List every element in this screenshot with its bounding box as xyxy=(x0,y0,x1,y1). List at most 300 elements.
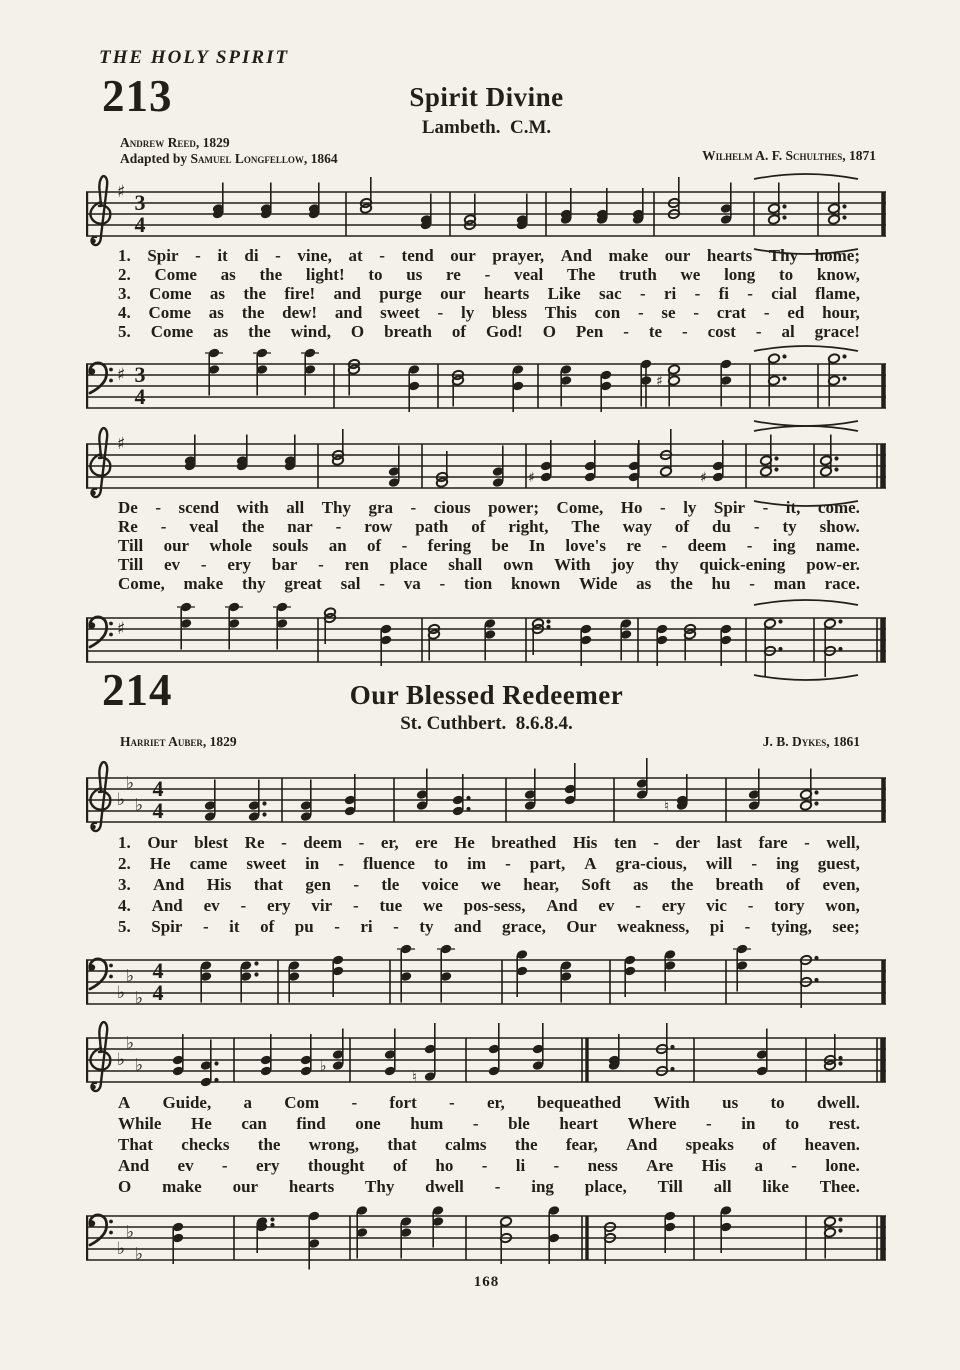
lyric-word: breathed xyxy=(491,833,557,852)
lyric-word: re xyxy=(446,265,461,284)
adapted-prefix: Adapted by xyxy=(120,151,191,166)
half-note-chord xyxy=(824,1034,843,1071)
lyric-word: er, xyxy=(486,1093,505,1112)
half-note-chord xyxy=(324,607,337,644)
lyric-word: vic xyxy=(706,896,727,915)
lyric-word: whole xyxy=(209,536,252,555)
quarter-note-chord xyxy=(388,446,401,488)
quarter-note-chord xyxy=(636,758,649,800)
lyric-word: - xyxy=(155,498,161,517)
lyric-word: ri xyxy=(360,917,373,936)
accidental: ♮ xyxy=(664,798,670,815)
staff-213-sys1-bass xyxy=(86,344,886,428)
lyric-word: gen xyxy=(305,875,331,894)
accidental: ♯ xyxy=(656,373,663,390)
lyric-word: ness xyxy=(587,1156,618,1175)
quarter-note-chord xyxy=(700,440,724,486)
half-note-chord xyxy=(360,177,373,214)
accidental: ♮ xyxy=(412,1069,418,1086)
lyric-word: - xyxy=(401,536,408,555)
lyric-word: own xyxy=(503,555,534,574)
lyric-word: - xyxy=(393,917,399,936)
lyric-word: power; xyxy=(488,498,540,517)
lyric-word: the xyxy=(241,303,265,322)
lyric-word: the xyxy=(670,875,694,894)
lyric-word: be xyxy=(491,536,509,555)
lyric-word: make xyxy=(608,246,649,265)
lyric-word: Where xyxy=(627,1114,677,1133)
lyric-word: make xyxy=(162,1177,202,1196)
lyric-word: ten xyxy=(613,833,637,852)
key-signature-flat: ♭ xyxy=(135,1244,144,1265)
lyric-word: te xyxy=(648,322,663,341)
lyric-word: ty xyxy=(782,517,797,536)
lyric-word: vine, xyxy=(297,246,332,265)
lyric-word: all xyxy=(713,1177,732,1196)
key-signature-sharp: ♯ xyxy=(117,365,126,385)
lyric-word: Soft xyxy=(581,875,611,894)
lyric-word: nar xyxy=(287,517,313,536)
lyric-word: like xyxy=(762,1177,789,1196)
lyric-word: - xyxy=(494,1177,501,1196)
lyric-word: love's xyxy=(565,536,606,555)
lyric-word: Re xyxy=(244,833,265,852)
lyric-word: du xyxy=(712,517,731,536)
hymn-213-composer: Wilhelm A. F. Schulthes, 1871 xyxy=(702,148,876,163)
lyric-word: With xyxy=(554,555,591,574)
lyric-word: He xyxy=(191,1114,212,1133)
half-note-chord xyxy=(332,429,345,466)
lyric-word: to xyxy=(784,1114,800,1133)
lyric-word: - xyxy=(747,896,754,915)
quarter-note-chord xyxy=(172,1034,185,1076)
staff-svg xyxy=(86,1196,886,1280)
lyric-word: re xyxy=(626,536,642,555)
lyric-word: - xyxy=(706,1114,712,1133)
quarter-note-chord xyxy=(256,1216,275,1253)
lyric-word: a xyxy=(754,1156,763,1175)
lyric-word: - xyxy=(753,517,760,536)
lyric-word: bar xyxy=(271,555,298,574)
lyric-word: - xyxy=(160,517,167,536)
lyric-word: ing xyxy=(531,1177,554,1196)
lyric-word: im xyxy=(467,854,487,873)
lyric-word: Our xyxy=(147,833,178,852)
lyric-word: home; xyxy=(814,246,860,265)
lyric-word: 1. xyxy=(118,833,131,852)
key-signature-flat: ♭ xyxy=(135,795,144,816)
quarter-note-chord xyxy=(492,446,505,488)
lyric-word: Come xyxy=(154,265,197,284)
lyric-word: ery xyxy=(255,1156,280,1175)
lyric-word: fare xyxy=(758,833,788,852)
lyric-word: with xyxy=(236,498,269,517)
lyric-word: as xyxy=(208,303,224,322)
treble-clef-icon xyxy=(90,176,110,245)
lyric-word: Come xyxy=(149,284,192,303)
lyric-word: at xyxy=(348,246,363,265)
lyric-word: come. xyxy=(817,498,860,517)
lyric-line xyxy=(118,895,860,916)
quarter-note-chord xyxy=(664,774,688,815)
lyric-word: ery xyxy=(661,896,686,915)
hymn-214-title: Our Blessed Redeemer xyxy=(349,680,624,710)
lyric-word: And xyxy=(560,246,592,265)
quarter-note-chord xyxy=(205,348,223,396)
quarter-note-chord xyxy=(172,1222,185,1264)
half-note-chord xyxy=(824,1216,843,1258)
half-note-chord xyxy=(768,183,787,225)
lyric-word: blest xyxy=(194,833,229,852)
quarter-note-chord xyxy=(200,960,213,1002)
hymn-213-title: Spirit Divine xyxy=(409,82,564,112)
lyric-word: tion xyxy=(463,574,493,593)
lyric-word: va xyxy=(403,574,421,593)
lyric-word: tory xyxy=(774,896,805,915)
quarter-note-chord xyxy=(720,359,733,407)
lyric-word: - xyxy=(351,1093,358,1112)
lyric-line xyxy=(118,1113,860,1134)
lyric-word: the xyxy=(243,284,267,303)
lyric-word: While xyxy=(118,1114,162,1133)
lyric-word: the xyxy=(248,322,271,341)
staff-213-sys2-treble xyxy=(86,424,886,508)
lyric-word: 3. xyxy=(118,875,131,894)
lyric-word: tying, xyxy=(770,917,812,936)
lyric-word: Thee. xyxy=(819,1177,860,1196)
lyric-word: His xyxy=(572,833,598,852)
lyric-word: sweet xyxy=(380,303,420,322)
lyric-word: Spir xyxy=(151,917,183,936)
accidental: ♯ xyxy=(528,470,535,486)
quarter-note-chord xyxy=(664,1211,677,1253)
lyric-word: breath xyxy=(384,322,432,341)
lyric-word: Spir xyxy=(147,246,179,265)
lyric-word: and xyxy=(454,917,482,936)
lyric-word: great xyxy=(284,574,322,593)
quarter-note-chord xyxy=(548,1205,561,1264)
lyric-word: And xyxy=(546,896,578,915)
quarter-note-chord xyxy=(284,435,297,472)
lyric-word: A xyxy=(584,854,597,873)
lyric-word: - xyxy=(353,875,359,894)
lyric-word: 2. xyxy=(118,265,131,284)
lyric-word: His xyxy=(701,1156,727,1175)
lyric-word: - xyxy=(484,265,491,284)
quarter-note-chord xyxy=(177,602,195,650)
quarter-note-chord xyxy=(584,440,597,482)
lyric-word: - xyxy=(749,574,755,593)
lyric-line xyxy=(118,1134,860,1155)
lyric-word: Re xyxy=(118,517,138,536)
lyric-word: - xyxy=(755,322,762,341)
lyric-word: se xyxy=(661,303,676,322)
lyric-word: 3. xyxy=(118,284,131,303)
lyric-word: came xyxy=(189,854,228,873)
quarter-note-chord xyxy=(344,774,357,816)
quarter-note-chord xyxy=(288,960,301,1002)
lyric-word: li xyxy=(515,1156,526,1175)
lyric-word: the xyxy=(670,574,693,593)
lyric-word: our xyxy=(232,1177,259,1196)
hymn-214-author: Harriet Auber, 1829 xyxy=(120,734,237,749)
hymn-213-tune: Lambeth. C.M. xyxy=(421,117,552,138)
lyric-line xyxy=(118,517,860,536)
lyric-word: it xyxy=(217,246,228,265)
half-note-chord xyxy=(436,451,449,488)
quarter-note-chord xyxy=(596,188,609,225)
quarter-note-chord xyxy=(720,1205,733,1253)
time-signature-top: 3 xyxy=(134,190,146,215)
lyric-word: ho xyxy=(435,1156,454,1175)
lyric-line xyxy=(118,284,860,303)
hymn-213-adapted xyxy=(120,151,338,167)
lyric-word: He xyxy=(149,854,171,873)
lyric-word: - xyxy=(221,1156,228,1175)
lyric-word: Come, xyxy=(118,574,165,593)
lyric-word: deem xyxy=(303,833,343,852)
staff-svg xyxy=(86,424,886,508)
lyric-word: Thy xyxy=(768,246,799,265)
lyric-word: dwell. xyxy=(816,1093,860,1112)
quarter-note-chord xyxy=(273,602,291,650)
lyric-word: part, xyxy=(529,854,566,873)
lyric-word: to xyxy=(368,265,383,284)
lyric-word: ing xyxy=(776,854,799,873)
lyric-word: fering xyxy=(427,536,472,555)
staff-214-sys1-bass xyxy=(86,940,886,1024)
lyric-word: place xyxy=(389,555,428,574)
lyric-word: of xyxy=(451,322,467,341)
lyric-word: will xyxy=(705,854,733,873)
lyric-word: ri xyxy=(663,284,677,303)
quarter-note-chord xyxy=(756,1029,769,1077)
time-signature-bottom: 4 xyxy=(152,798,164,823)
lyric-word: prayer, xyxy=(492,246,545,265)
lyric-word: speaks xyxy=(685,1135,734,1154)
lyric-word: wind, xyxy=(290,322,331,341)
lyric-word: all xyxy=(286,498,305,517)
lyric-word: Guide, xyxy=(162,1093,212,1112)
lyric-word: His xyxy=(206,875,232,894)
quarter-note-chord xyxy=(512,364,525,412)
quarter-note-chord xyxy=(516,194,529,231)
lyric-word: crat xyxy=(716,303,747,322)
section-header: THE HOLY SPIRIT xyxy=(99,47,290,68)
half-note-chord xyxy=(764,618,783,677)
lyric-line xyxy=(118,322,860,341)
lyric-word: ev xyxy=(164,555,181,574)
lyric-word: thought xyxy=(307,1156,365,1175)
lyric-word: of xyxy=(367,536,382,555)
staff-svg xyxy=(86,1018,886,1102)
lyric-word: - xyxy=(240,896,247,915)
lyric-word: O xyxy=(118,1177,132,1196)
lyric-line xyxy=(118,265,860,284)
quarter-note-chord xyxy=(300,780,313,822)
lyric-word: - xyxy=(653,833,659,852)
half-note-chord xyxy=(828,183,847,225)
lyric-word: grace! xyxy=(814,322,860,341)
treble-clef-icon xyxy=(90,428,110,497)
lyric-word: see; xyxy=(832,917,860,936)
lyric-word: Spir xyxy=(713,498,746,517)
lyric-line xyxy=(118,246,860,265)
lyric-word: hour, xyxy=(822,303,860,322)
lyric-word: flame, xyxy=(815,284,860,303)
lyric-word: 4. xyxy=(118,303,131,322)
lyric-word: cial xyxy=(771,284,797,303)
lyric-word: Till xyxy=(657,1177,683,1196)
accidental: ♯ xyxy=(700,470,707,486)
lyric-word: an xyxy=(328,536,347,555)
lyric-word: bless xyxy=(492,303,527,322)
quarter-note-chord xyxy=(560,188,573,225)
lyric-line xyxy=(118,1176,860,1197)
lyric-word: pu xyxy=(294,917,314,936)
lyric-word: - xyxy=(637,303,644,322)
lyric-word: - xyxy=(763,303,770,322)
lyric-word: - xyxy=(635,896,641,915)
lyric-word: - xyxy=(358,833,365,852)
half-note-chord xyxy=(800,955,819,1008)
lyric-word: long xyxy=(724,265,756,284)
key-signature-sharp: ♯ xyxy=(117,434,126,454)
lyric-word: Till xyxy=(118,555,144,574)
lyric-word: O xyxy=(350,322,365,341)
lyric-word: Ho xyxy=(620,498,643,517)
key-signature-flat: ♭ xyxy=(117,1239,126,1259)
lyric-word: 1. xyxy=(118,246,131,265)
lyric-word: the xyxy=(514,1135,538,1154)
lyric-word: Our xyxy=(566,917,597,936)
lyric-word: make xyxy=(183,574,224,593)
lyric-word: And xyxy=(118,1156,150,1175)
key-signature-flat: ♭ xyxy=(135,1055,144,1076)
lyric-word: - xyxy=(682,322,688,341)
lyric-word: Pen xyxy=(575,322,604,341)
quarter-note-chord xyxy=(320,1029,344,1075)
key-signature-flat: ♭ xyxy=(126,773,135,794)
time-signature-bottom: 4 xyxy=(134,384,146,409)
lyric-word: sal xyxy=(340,574,361,593)
half-note-chord xyxy=(500,1216,513,1264)
lyric-word: sac xyxy=(598,284,622,303)
half-note-chord xyxy=(532,618,551,655)
lyric-word: sweet xyxy=(246,854,287,873)
staff-213-sys2-bass xyxy=(86,598,886,682)
hymn-214-number: 214 xyxy=(102,665,173,715)
lyric-line xyxy=(118,916,860,937)
half-note-chord xyxy=(824,618,843,677)
lyric-line xyxy=(118,1092,860,1113)
lyric-word: thy xyxy=(241,574,266,593)
lyric-word: ery xyxy=(266,896,291,915)
quarter-note-chord xyxy=(248,780,267,822)
lyric-word: purge xyxy=(379,284,422,303)
lyric-word: well, xyxy=(826,833,860,852)
lyric-word: That xyxy=(118,1135,153,1154)
lyric-word: man xyxy=(773,574,806,593)
lyric-word: He xyxy=(454,833,475,852)
lyric-line xyxy=(118,874,860,895)
hymn-213-verses-block-2 xyxy=(118,498,860,593)
hymn-213-verses-block-1 xyxy=(118,246,860,341)
lyric-word: heart xyxy=(559,1114,599,1133)
quarter-note-chord xyxy=(184,435,197,472)
lyric-word: Wide xyxy=(578,574,618,593)
lyric-word: And xyxy=(153,875,185,894)
lyric-word: us xyxy=(406,265,423,284)
bass-clef-icon xyxy=(89,1215,113,1245)
quarter-note-chord xyxy=(560,960,573,1002)
time-signature-top: 3 xyxy=(134,362,146,387)
half-note-chord xyxy=(760,435,779,477)
lyric-word: 2. xyxy=(118,854,131,873)
lyric-word: ery xyxy=(227,555,251,574)
lyric-word: thy xyxy=(654,555,679,574)
lyric-word: deem xyxy=(687,536,727,555)
quarter-note-chord xyxy=(488,1023,501,1076)
half-note-chord xyxy=(604,1222,617,1264)
quarter-note-chord xyxy=(528,440,552,486)
quarter-note-chord xyxy=(408,364,421,412)
staff-svg xyxy=(86,344,886,428)
staff-svg xyxy=(86,758,886,842)
lyric-word: - xyxy=(751,854,758,873)
lyric-word: In xyxy=(528,536,545,555)
lyric-word: ere xyxy=(415,833,438,852)
lyric-word: dwell xyxy=(425,1177,464,1196)
lyric-word: way xyxy=(622,517,652,536)
lyric-word: grace, xyxy=(501,917,546,936)
lyric-word: dew! xyxy=(282,303,318,322)
lyric-word: And xyxy=(151,896,183,915)
lyric-word: us xyxy=(722,1093,739,1112)
quarter-note-chord xyxy=(656,624,669,666)
lyric-word: - xyxy=(661,536,668,555)
lyric-line xyxy=(118,498,860,517)
staff-svg xyxy=(86,172,886,256)
lyric-word: The xyxy=(571,517,600,536)
lyric-word: as xyxy=(633,875,649,894)
lyric-word: our xyxy=(450,246,476,265)
quarter-note-chord xyxy=(452,774,471,816)
adapted-name: Samuel Longfellow, 1864 xyxy=(190,151,338,166)
lyric-line xyxy=(118,832,860,853)
lyric-word: and xyxy=(334,303,363,322)
quarter-note-chord xyxy=(516,949,529,997)
treble-clef-icon xyxy=(90,762,110,831)
lyric-word: truth xyxy=(619,265,657,284)
lyric-word: of xyxy=(674,517,690,536)
quarter-note-chord xyxy=(664,949,677,991)
lyric-word: - xyxy=(281,833,287,852)
lyric-word: ev xyxy=(598,896,615,915)
lyric-word: This xyxy=(544,303,577,322)
lyric-word: - xyxy=(449,1093,455,1112)
lyric-word: al xyxy=(781,322,795,341)
lyric-word: name. xyxy=(815,536,860,555)
lyric-word: - xyxy=(660,498,666,517)
quarter-note-chord xyxy=(416,769,429,811)
staff-svg xyxy=(86,940,886,1024)
bass-clef-icon xyxy=(89,363,113,393)
lyric-word: a xyxy=(243,1093,252,1112)
lyric-word: that xyxy=(253,875,283,894)
lyric-word: veal xyxy=(189,517,219,536)
accidental: ♭ xyxy=(320,1058,327,1075)
